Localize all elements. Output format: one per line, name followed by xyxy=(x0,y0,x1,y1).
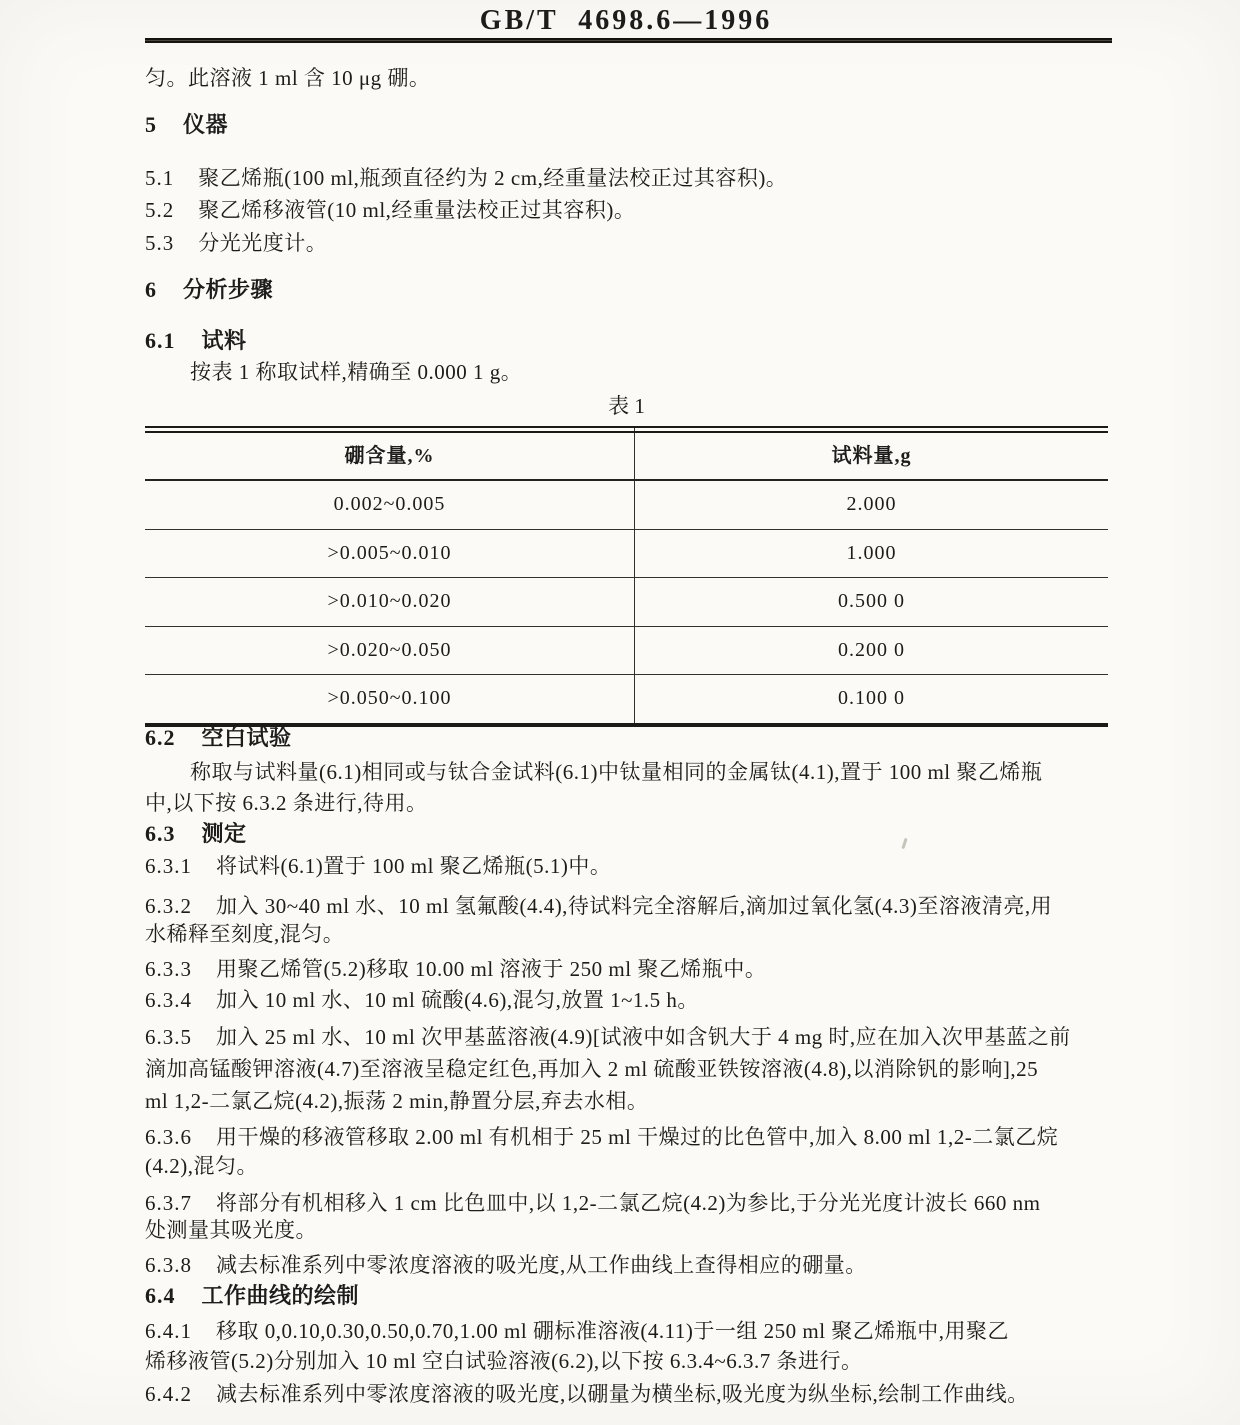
clause-text: 仪器 xyxy=(183,112,229,137)
table-cell-sample-mass: 2.000 xyxy=(846,493,897,516)
clause-5-3 xyxy=(145,228,1155,258)
table-1-caption: 表 1 xyxy=(608,394,645,418)
clause-text: 加入 10 ml 水、10 ml 硫酸(4.6),混匀,放置 1~1.5 h。 xyxy=(216,988,699,1012)
clause-text: 减去标准系列中零浓度溶液的吸光度,从工作曲线上查得相应的硼量。 xyxy=(216,1253,867,1277)
clause-text: 空白试验 xyxy=(201,725,292,750)
clause-6-3-6 xyxy=(145,1122,1155,1152)
clause-6-3-4 xyxy=(145,985,1155,1015)
clause-number: 6.3.1 xyxy=(145,854,192,878)
clause-text: 处测量其吸光度。 xyxy=(145,1218,317,1242)
clause-text: 减去标准系列中零浓度溶液的吸光度,以硼量为横坐标,吸光度为纵坐标,绘制工作曲线。 xyxy=(216,1382,1029,1406)
table-cell-boron-range: >0.020~0.050 xyxy=(145,627,635,675)
table-cell-sample-mass: 0.200 0 xyxy=(838,638,905,661)
clause-6-3-5-cont-1 xyxy=(145,1054,1155,1084)
clause-6-3-7 xyxy=(145,1188,1155,1218)
clause-5-1 xyxy=(145,163,1155,193)
intro-line xyxy=(145,63,1155,93)
clause-6-4-2 xyxy=(145,1379,1155,1409)
clause-6-2-heading xyxy=(145,723,1155,753)
clause-6-3-5-cont-2 xyxy=(145,1086,1155,1116)
table-header-boron-content: 硼含量,% xyxy=(145,428,635,479)
clause-number: 6.3.2 xyxy=(145,894,192,918)
clause-6-3-6-cont xyxy=(145,1151,1155,1181)
clause-number: 6.2 xyxy=(145,725,176,750)
clause-number: 5.3 xyxy=(145,231,175,255)
clause-text: 烯移液管(5.2)分别加入 10 ml 空白试验溶液(6.2),以下按 6.3.4~6.3.7 条进行。 xyxy=(145,1349,863,1373)
table-cell-boron-range: >0.010~0.020 xyxy=(145,578,635,626)
clause-text: (4.2),混匀。 xyxy=(145,1154,258,1178)
clause-6-2-para-line-1 xyxy=(145,757,1200,787)
table-row xyxy=(145,627,1108,676)
clause-number: 6.3.7 xyxy=(145,1191,192,1215)
clause-text: ml 1,2-二氯乙烷(4.2),振荡 2 min,静置分层,弃去水相。 xyxy=(145,1089,649,1113)
clause-text: 将试料(6.1)置于 100 ml 聚乙烯瓶(5.1)中。 xyxy=(216,854,612,878)
clause-text: 用干燥的移液管移取 2.00 ml 有机相于 25 ml 干燥过的比色管中,加入 8.00 ml 1,2-二氯乙烷 xyxy=(216,1125,1059,1149)
table-cell-boron-range: 0.002~0.005 xyxy=(145,481,635,529)
clause-number: 6.1 xyxy=(145,328,176,353)
clause-text: 聚乙烯移液管(10 ml,经重量法校正过其容积)。 xyxy=(198,198,636,222)
clause-6-4-heading xyxy=(145,1281,1155,1311)
clause-number: 6.3.4 xyxy=(145,988,192,1012)
clause-number: 5.1 xyxy=(145,166,175,190)
clause-number: 6.4.1 xyxy=(145,1319,192,1343)
clause-text: 用聚乙烯管(5.2)移取 10.00 ml 溶液于 250 ml 聚乙烯瓶中。 xyxy=(216,957,767,981)
clause-6-3-3 xyxy=(145,954,1155,984)
clause-6-3-7-cont xyxy=(145,1215,1155,1245)
clause-text: 工作曲线的绘制 xyxy=(201,1283,360,1308)
table-row xyxy=(145,578,1108,627)
clause-text: 分析步骤 xyxy=(183,277,274,302)
clause-6-3-8 xyxy=(145,1250,1155,1280)
clause-number: 6 xyxy=(145,277,157,302)
table-cell-sample-mass: 1.000 xyxy=(846,541,897,564)
clause-6-2-para-line-2 xyxy=(145,788,1155,818)
clause-number: 5 xyxy=(145,112,157,137)
clause-number: 6.3.3 xyxy=(145,957,192,981)
standard-code-title: GB/T 4698.6—1996 xyxy=(479,5,773,36)
clause-text: 分光光度计。 xyxy=(198,231,328,255)
table-row xyxy=(145,675,1108,723)
table-row xyxy=(145,481,1108,530)
clause-text: 滴加高锰酸钾溶液(4.7)至溶液呈稳定红色,再加入 2 ml 硫酸亚铁铵溶液(4.8),以消除钒的影响],25 xyxy=(145,1057,1039,1081)
table-cell-sample-mass: 0.500 0 xyxy=(838,590,905,613)
clause-text: 加入 30~40 ml 水、10 ml 氢氟酸(4.4),待试料完全溶解后,滴加过氧化氢(4.3)至溶液清亮,用 xyxy=(216,894,1053,918)
clause-6-3-1 xyxy=(145,851,1155,881)
clause-text: 试料 xyxy=(201,328,247,353)
clause-6-1-heading xyxy=(145,326,1155,356)
table-cell-sample-mass: 0.100 0 xyxy=(838,687,905,710)
clause-number: 6.3 xyxy=(145,821,176,846)
clause-text: 匀。此溶液 1 ml 含 10 μg 硼。 xyxy=(145,66,431,90)
table-1 xyxy=(145,426,1108,727)
clause-6-3-2-cont xyxy=(145,919,1155,949)
clause-text: 聚乙烯瓶(100 ml,瓶颈直径约为 2 cm,经重量法校正过其容积)。 xyxy=(198,166,788,190)
clause-text: 将部分有机相移入 1 cm 比色皿中,以 1,2-二氯乙烷(4.2)为参比,于分光光度计波长 660 nm xyxy=(216,1191,1041,1215)
clause-text: 移取 0,0.10,0.30,0.50,0.70,1.00 ml 硼标准溶液(4.11)于一组 250 ml 聚乙烯瓶中,用聚乙 xyxy=(216,1319,1010,1343)
table-header-sample-mass: 试料量,g xyxy=(831,445,912,467)
clause-number: 6.4.2 xyxy=(145,1382,192,1406)
clause-6-3-5 xyxy=(145,1022,1155,1052)
header-rule xyxy=(145,38,1112,43)
clause-number: 6.3.8 xyxy=(145,1253,192,1277)
clause-6-3-heading xyxy=(145,819,1155,849)
clause-text: 加入 25 ml 水、10 ml 次甲基蓝溶液(4.9)[试液中如含钒大于 4 mg 时,应在加入次甲基蓝之前 xyxy=(216,1025,1071,1049)
clause-text: 称取与试料量(6.1)相同或与钛合金试料(6.1)中钛量相同的金属钛(4.1),置于 100 ml 聚乙烯瓶 xyxy=(190,760,1043,784)
clause-text: 水稀释至刻度,混匀。 xyxy=(145,922,345,946)
table-header-row xyxy=(145,428,1108,481)
clause-number: 6.4 xyxy=(145,1283,176,1308)
clause-6-4-1-cont xyxy=(145,1346,1155,1376)
clause-6-1-para xyxy=(145,357,1200,387)
clause-6-3-2 xyxy=(145,891,1155,921)
clause-5-2 xyxy=(145,195,1155,225)
section-5-heading xyxy=(145,110,1155,140)
clause-number: 5.2 xyxy=(145,198,175,222)
clause-text: 中,以下按 6.3.2 条进行,待用。 xyxy=(145,791,428,815)
table-cell-boron-range: >0.050~0.100 xyxy=(145,675,635,723)
clause-number: 6.3.6 xyxy=(145,1125,192,1149)
table-row xyxy=(145,530,1108,579)
clause-6-4-1 xyxy=(145,1316,1155,1346)
section-6-heading xyxy=(145,275,1155,305)
clause-text: 测定 xyxy=(201,821,247,846)
clause-number: 6.3.5 xyxy=(145,1025,192,1049)
table-cell-boron-range: >0.005~0.010 xyxy=(145,530,635,578)
clause-text: 按表 1 称取试样,精确至 0.000 1 g。 xyxy=(190,360,523,384)
